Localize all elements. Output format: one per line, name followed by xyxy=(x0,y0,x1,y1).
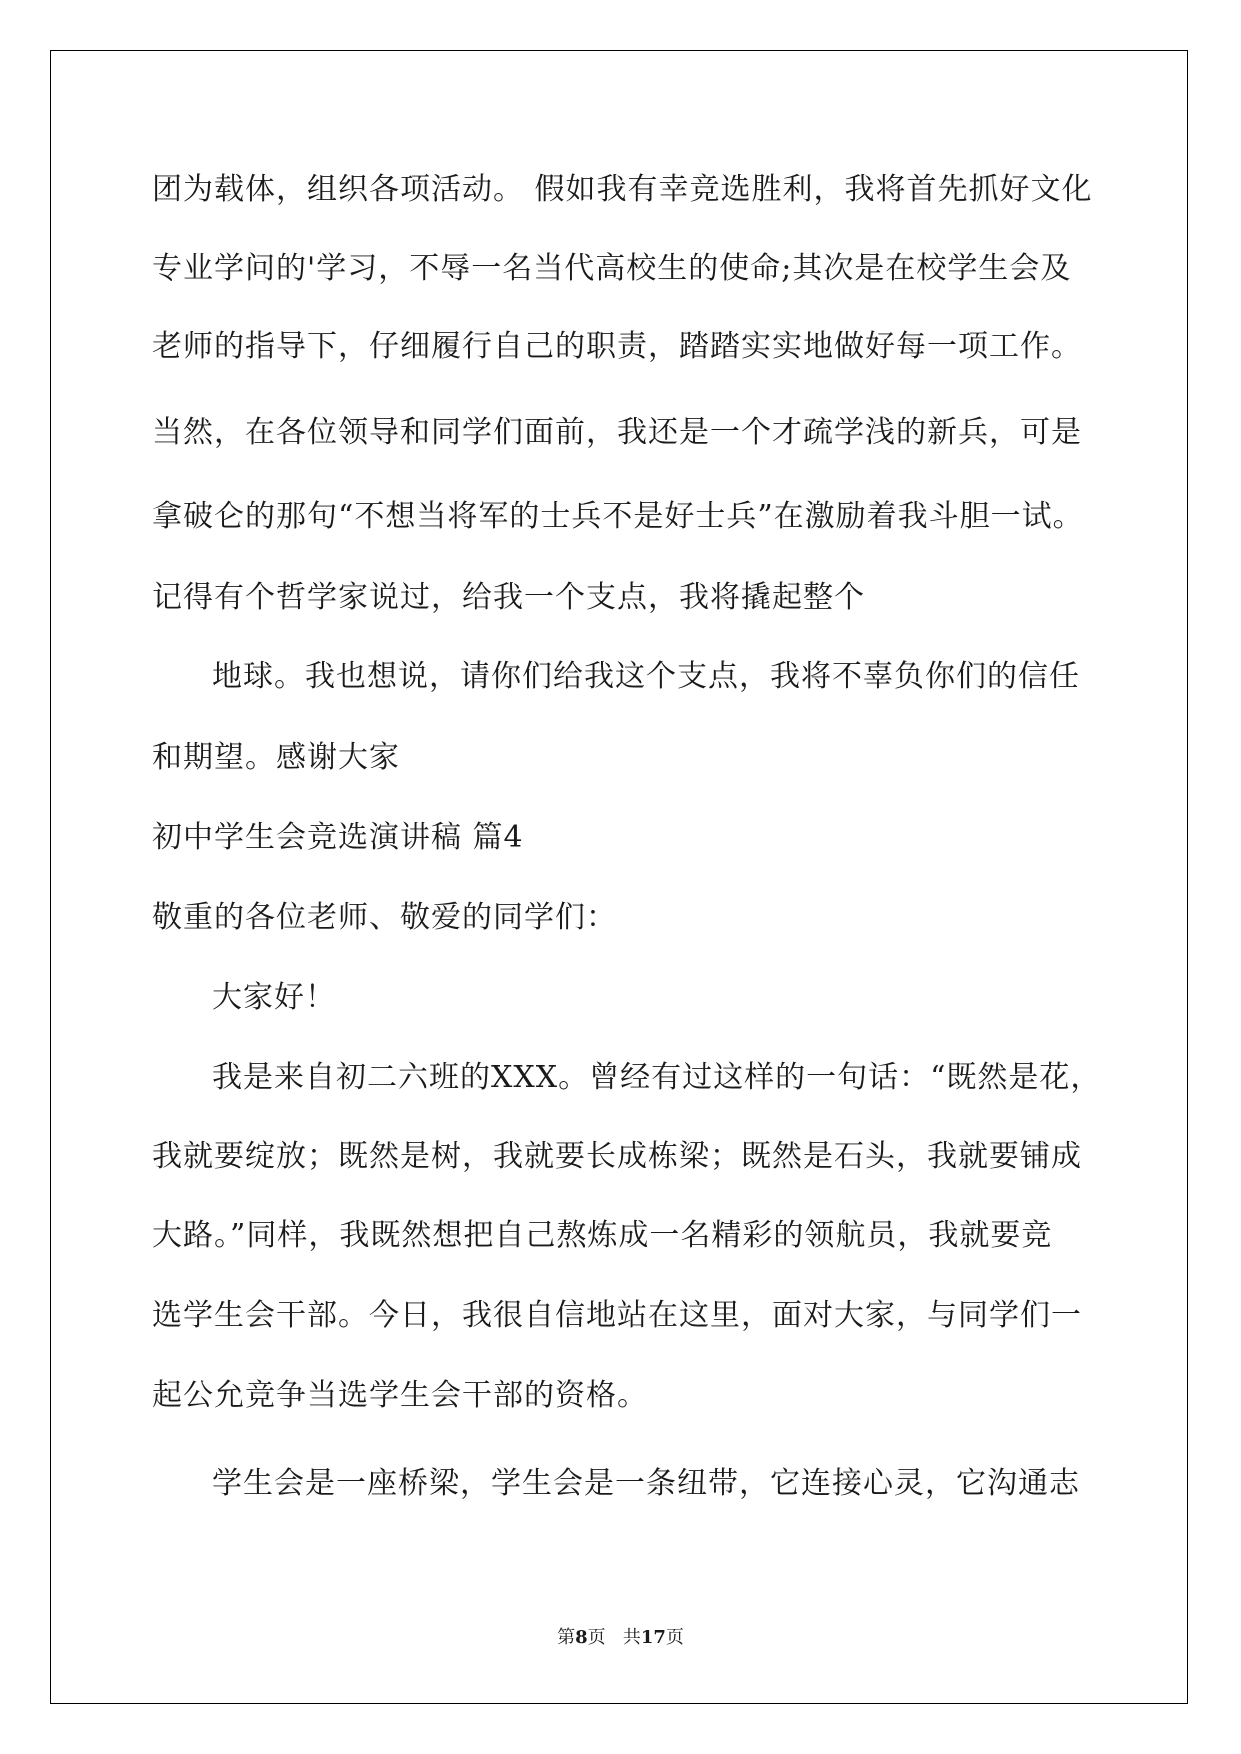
text-line: 起公允竞争当选学生会干部的资格。 xyxy=(152,1378,648,1413)
page-suffix: 页 xyxy=(587,1627,606,1648)
text-line: 选学生会干部。今日，我很自信地站在这里，面对大家，与同学们一 xyxy=(152,1298,1082,1333)
page-prefix: 第 xyxy=(557,1627,576,1648)
greeting: 大家好！ xyxy=(212,980,336,1015)
text-line: 地球。我也想说，请你们给我这个支点，我将不辜负你们的信任 xyxy=(212,659,1080,694)
salutation: 敬重的各位老师、敬爱的同学们： xyxy=(152,900,617,935)
total-prefix: 共 xyxy=(622,1627,641,1648)
total-pages: 17 xyxy=(640,1627,666,1648)
text-line: 团为载体，组织各项活动。 假如我有幸竞选胜利，我将首先抓好文化 xyxy=(152,172,1093,207)
total-suffix: 页 xyxy=(665,1627,684,1648)
text-line: 和期望。感谢大家 xyxy=(152,740,400,775)
page-footer xyxy=(0,1623,1241,1649)
section-heading: 初中学生会竞选演讲稿 篇4 xyxy=(152,820,524,855)
text-line: 我是来自初二六班的XXX。曾经有过这样的一句话：“既然是花， xyxy=(212,1060,1102,1095)
text-line: 学生会是一座桥梁，学生会是一条纽带，它连接心灵，它沟通志 xyxy=(212,1466,1080,1501)
text-line: 记得有个哲学家说过，给我一个支点，我将撬起整个 xyxy=(152,580,865,615)
text-line: 我就要绽放；既然是树，我就要长成栋梁；既然是石头，我就要铺成 xyxy=(152,1139,1082,1174)
text-line: 当然，在各位领导和同学们面前，我还是一个才疏学浅的新兵，可是 xyxy=(152,415,1082,450)
page-number: 8 xyxy=(575,1627,588,1648)
text-line: 老师的指导下，仔细履行自己的职责，踏踏实实地做好每一项工作。 xyxy=(152,329,1082,364)
text-line: 专业学问的'学习，不辱一名当代高校生的使命;其次是在校学生会及 xyxy=(152,251,1072,286)
page-border xyxy=(50,50,1188,1704)
text-line: 大路。”同样，我既然想把自己熬炼成一名精彩的领航员，我就要竞 xyxy=(152,1218,1053,1253)
text-line: 拿破仑的那句“不想当将军的士兵不是好士兵”在激励着我斗胆一试。 xyxy=(152,499,1084,534)
